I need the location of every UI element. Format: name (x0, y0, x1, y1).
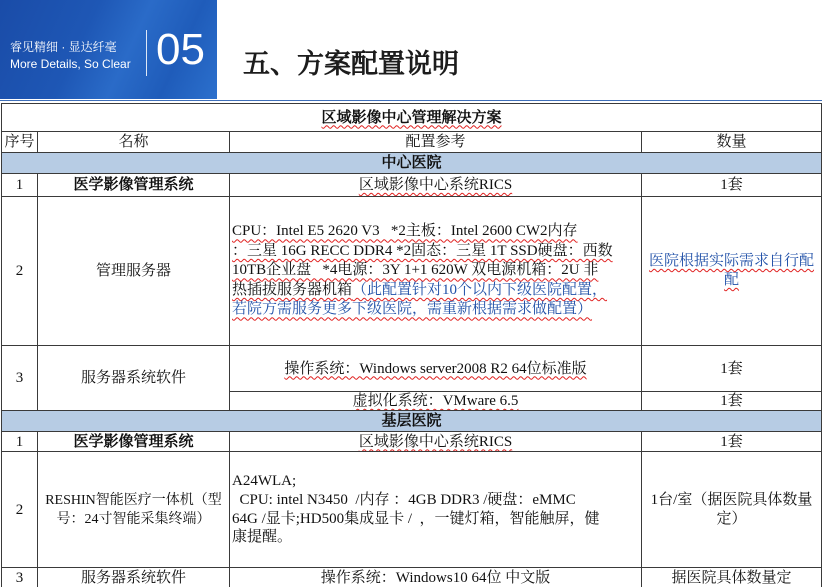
quantity-line-text: 医院根据实际需求自行配 (649, 253, 815, 269)
cell-config (230, 346, 642, 392)
config-line-text: 热插拔服务器机箱 (232, 281, 353, 298)
config-line: A24WLA; (232, 473, 297, 490)
cell-name (38, 452, 230, 568)
table-title-text: 区域影像中心管理解决方案 (321, 109, 502, 126)
brand-slogan-cn: 睿见精细 · 显达纤毫 (10, 40, 117, 54)
cell-quantity: 1套 (642, 432, 822, 452)
cell-config (230, 452, 642, 568)
table-row (2, 432, 822, 452)
cell-index: 1 (2, 174, 38, 197)
column-header-index: 序号 (2, 132, 38, 153)
section-row-center-hospital (2, 153, 822, 174)
cell-config-text: 操作系统：Windows server2008 R2 64位标准版 (284, 360, 587, 377)
config-note-text: （此配置针对10个以内下级医院配置， (352, 281, 608, 298)
config-line (232, 300, 639, 320)
cell-quantity: 1套 (642, 174, 822, 197)
section-row-primary-hospital (2, 411, 822, 432)
cell-config (230, 392, 642, 411)
cell-config-text: 区域影像中心系统RICS (358, 177, 513, 193)
config-line-text: CPU：Intel E5 2620 V3 *2主板：Intel 2600 CW2内存 (232, 223, 578, 240)
cell-name: 服务器系统软件 (38, 346, 230, 411)
table-title (2, 104, 822, 132)
table-row (2, 452, 822, 568)
cell-name: 管理服务器 (38, 197, 230, 346)
config-line-text: 10TB企业盘 *4电源：3Y 1+1 620W 双电源机箱：2U 非 (232, 262, 599, 279)
column-header-config: 配置参考 (230, 132, 642, 153)
table-row (2, 197, 822, 346)
cell-index: 3 (2, 568, 38, 587)
column-header-row (2, 132, 822, 153)
table-row (2, 346, 822, 392)
quantity-line (644, 271, 819, 290)
table-row (2, 568, 822, 587)
config-line (232, 261, 639, 281)
cell-quantity: 1套 (642, 392, 822, 411)
section-title: 基层医院 (2, 411, 822, 432)
name-line: 号：24寸智能采集终端） (56, 511, 211, 527)
config-line (232, 281, 639, 301)
config-note-text: 若院方需服务更多下级医院，需重新根据需求做配置） (232, 301, 593, 318)
section-number: 05 (156, 25, 205, 74)
config-line-text: ：三星 16G RECC DDR4 *2固态：三星 1T SSD硬盘：西数 (232, 242, 613, 259)
page-title: 五、方案配置说明 (243, 49, 459, 79)
quantity-line (644, 252, 819, 271)
config-line (232, 242, 639, 262)
cell-config (230, 197, 642, 346)
config-line (232, 222, 639, 242)
cell-config-text: 虚拟化系统：VMware 6.5 (352, 393, 519, 409)
cell-quantity: 据医院具体数量定 (642, 568, 822, 587)
section-title: 中心医院 (2, 153, 822, 174)
brand-slogan-en: More Details, So Clear (10, 57, 131, 71)
cell-config (230, 174, 642, 197)
quantity-line: 定） (716, 510, 747, 527)
header-rule (0, 100, 822, 101)
quantity-line-text: 配 (724, 272, 740, 288)
cell-quantity (642, 452, 822, 568)
column-header-quantity: 数量 (642, 132, 822, 153)
cell-index: 2 (2, 197, 38, 346)
config-line: 64G /显卡;HD500集成显卡 / ，一键灯箱，智能触屏，健 (232, 510, 600, 527)
config-table (1, 103, 822, 587)
cell-index: 2 (2, 452, 38, 568)
cell-index: 1 (2, 432, 38, 452)
cell-name: 医学影像管理系统 (38, 432, 230, 452)
cell-name: 医学影像管理系统 (38, 174, 230, 197)
brand-banner (0, 0, 217, 99)
name-line: RESHIN智能医疗一体机（型 (45, 492, 222, 508)
cell-name: 服务器系统软件 (38, 568, 230, 587)
brand-divider (146, 30, 147, 76)
quantity-line: 1台/室（据医院具体数量 (650, 491, 813, 508)
config-line: CPU: intel N3450 /内存 ：4GB DDR3 /硬盘：eMMC (232, 491, 576, 508)
column-header-name: 名称 (38, 132, 230, 153)
cell-quantity: 1套 (642, 346, 822, 392)
cell-config: 操作系统：Windows10 64位 中文版 (230, 568, 642, 587)
cell-config (230, 432, 642, 452)
table-row (2, 174, 822, 197)
cell-quantity (642, 197, 822, 346)
cell-config-text: 区域影像中心系统RICS (358, 433, 513, 450)
table-title-row (2, 104, 822, 132)
cell-index: 3 (2, 346, 38, 411)
config-line: 康提醒。 (232, 529, 293, 546)
